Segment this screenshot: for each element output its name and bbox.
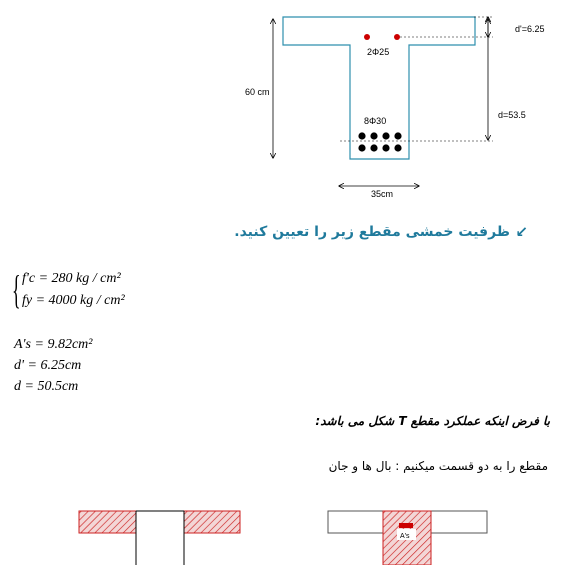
width-label: 35cm [371,189,394,199]
bottom-rebars [358,132,401,151]
fy-value: fy = 4000 kg / cm² [22,293,125,308]
d-value: d = 50.5cm [14,379,79,394]
d-prime-label: d'=6.25 [515,24,545,34]
division-text: مقطع را به دو قسمت میکنیم : بال ها و جان [328,459,548,473]
problem-title [234,224,528,240]
top-rebar [394,34,400,40]
section-values [14,334,92,397]
top-rebar [364,34,370,40]
d-prime-value: d' = 6.25cm [14,358,82,373]
brace-icon: { [12,267,21,312]
top-bars-label: 2Φ25 [367,47,390,57]
d-label: d=53.5 [498,110,526,120]
web-diagram [328,511,487,565]
t-section-figure [0,0,576,205]
depth-label: 60 cm [245,87,270,97]
given-properties [12,268,125,312]
checkbox-arrow-icon: ↙ [515,223,528,241]
as-prime-value: A's = 9.82cm² [14,337,93,352]
bottom-bars-label: 8Φ30 [364,116,387,126]
split-diagrams [0,500,576,565]
compression-steel-marker [399,523,413,528]
fc-value: f'c = 280 kg / cm² [22,271,121,286]
as-prime-label: A's [400,533,410,540]
assumption-text: با فرض اینکه عملکرد مقطع T شکل می باشد: [315,414,550,428]
t-section-outline [283,17,475,159]
flanges-diagram [79,511,240,565]
problem-title-text: ظرفیت خمشی مقطع زیر را تعیین کنید. [234,224,510,240]
